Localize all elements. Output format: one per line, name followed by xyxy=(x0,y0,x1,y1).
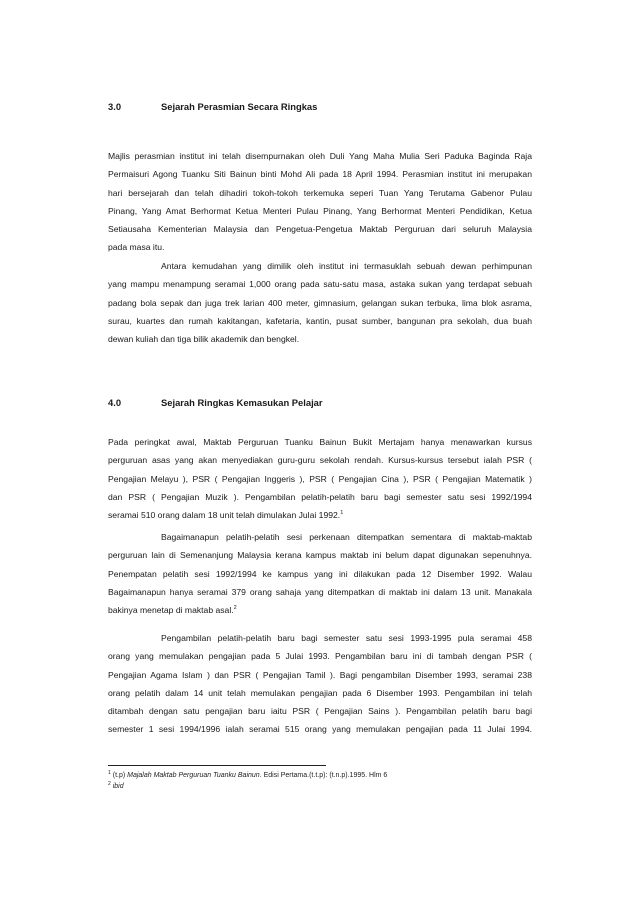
section-3-paragraph-1 xyxy=(108,147,532,257)
footnote-source-title: ibid xyxy=(112,783,124,790)
text-line: Permaisuri Agong Tuanku Siti Bainun binti Mohd Ali pada 18 April 1994. Perasmian institut ini merupakan xyxy=(108,169,532,180)
section-4-heading xyxy=(108,397,323,408)
text-line: Penempatan pelatih sesi 1992/1994 ke kampus yang ini dilakukan pada 12 Disember 1992. Walau xyxy=(108,568,532,579)
footnote-marker: 2 xyxy=(108,781,111,787)
footnote-prefix: (t.p) xyxy=(112,772,128,779)
section-4-paragraph-1 xyxy=(108,433,532,524)
text-line-content: seramai 510 orang dalam 18 unit telah dimulakan Julai 1992. xyxy=(108,510,341,521)
footnote-ref-2: 2 xyxy=(233,605,237,612)
text-line: Antara kemudahan yang dimilik oleh institut ini termasuklah sebuah dewan perhimpunan xyxy=(161,261,532,271)
section-4-paragraph-2 xyxy=(108,528,532,619)
footnote-source-title: Majalah Maktab Perguruan Tuanku Bainun xyxy=(127,772,260,779)
text-line-content: bakinya menetap di maktab asal. xyxy=(108,605,234,616)
footnote-1 xyxy=(108,772,387,779)
text-line: Setiausaha Kementerian Malaysia dan Pengetua-Pengetua Maktab Perguruan dari seluruh Malaysia xyxy=(108,224,532,235)
section-4-title: Sejarah Ringkas Kemasukan Pelajar xyxy=(161,397,323,408)
text-line: Bagaimanapun pelatih-pelatih sesi perkenaan ditempatkan sementara di maktab-maktab xyxy=(161,532,532,542)
text-line: Pada peringkat awal, Maktab Perguruan Tuanku Bainun Bukit Mertajam hanya menawarkan kursus xyxy=(108,437,532,447)
text-line xyxy=(108,601,532,619)
footnote-ref-1: 1 xyxy=(340,510,344,517)
footnote-details: . Edisi Pertama.(t.t.p): (t.n.p).1995. Hlm 6 xyxy=(259,772,388,779)
text-line: semester 1 sesi 1994/1996 ialah seramai 515 orang yang memulakan pengajian pada 11 Julai 1994. xyxy=(108,724,532,735)
text-line: ditambah dengan satu pengajian baru iaitu PSR ( Pengajian Sains ). Pengambilan pelatih baru bagi xyxy=(108,706,532,717)
text-line: Majlis perasmian institut ini telah disempurnakan oleh Duli Yang Maha Mulia Seri Paduka Baginda Raja xyxy=(108,151,532,161)
section-3-title: Sejarah Perasmian Secara Ringkas xyxy=(161,101,318,112)
section-4-paragraph-3 xyxy=(108,629,532,739)
text-line: orang yang memulakan pengajian pada 5 Julai 1993. Pengambilan baru ini di tambah dengan PSR ( xyxy=(108,651,532,662)
footnote-marker: 1 xyxy=(108,770,111,776)
footnote-2 xyxy=(108,783,124,790)
text-line: pada masa itu. xyxy=(108,242,165,253)
text-line xyxy=(108,506,532,524)
text-line: surau, kuartes dan rumah kakitangan, kafetaria, kantin, pusat sumber, bangunan pra sekolah, dua buah xyxy=(108,315,532,326)
text-line: padang bola sepak dan juga trek larian 400 meter, gimnasium, gelangan sukan terbuka, lima blok asrama, xyxy=(108,297,532,308)
text-line: Pengajian Agama Islam ) dan PSR ( Pengajian Tamil ). Bagi pengambilan Disember 1993, seramai 238 xyxy=(108,669,532,680)
text-line: perguruan asas yang akan menyediakan guru-guru sekolah rendah. Kursus-kursus tersebut ialah PSR ( xyxy=(108,455,532,466)
text-line: Bagaimanapun hanya seramai 379 orang sahaja yang ditempatkan di maktab ini dalam 13 unit. Manakala xyxy=(108,586,532,597)
section-3-heading xyxy=(108,101,317,112)
section-3-paragraph-2 xyxy=(108,257,532,348)
text-line: yang mampu menampung seramai 1,000 orang pada satu-satu masa, astaka sukan yang terdapat sebuah xyxy=(108,279,532,290)
text-line: Pinang, Yang Amat Berhormat Ketua Menteri Pulau Pinang, Yang Berhormat Menteri Pendidikan, Ketua xyxy=(108,205,532,216)
text-line: Pengajian Melayu ), PSR ( Pengajian Inggeris ), PSR ( Pengajian Cina ), PSR ( Pengajian Matematik ) xyxy=(108,473,532,484)
text-line: perguruan lain di Semenanjung Malaysia kerana kampus maktab ini belum dapat digunakan sepenuhnya. xyxy=(108,550,532,561)
footnote-separator xyxy=(108,765,326,766)
text-line: hari bersejarah dan telah dihadiri tokoh-tokoh terkemuka seperi Tuan Yang Terutama Gabenor Pulau xyxy=(108,187,532,198)
text-line: Pengambilan pelatih-pelatih baru bagi semester satu sesi 1993-1995 pula seramai 458 xyxy=(161,633,532,643)
text-line: dewan kuliah dan tiga bilik akademik dan bengkel. xyxy=(108,334,300,345)
text-line: orang pelatih dalam 14 unit telah memulakan pengajian pada 6 Disember 1993. Pengambilan ini telah xyxy=(108,687,532,698)
text-line: dan PSR ( Pengajian Muzik ). Pengambilan pelatih-pelatih baru bagi semester satu sesi 1992/1994 xyxy=(108,491,532,502)
section-3-number: 3.0 xyxy=(108,101,122,112)
section-4-number: 4.0 xyxy=(108,397,122,408)
